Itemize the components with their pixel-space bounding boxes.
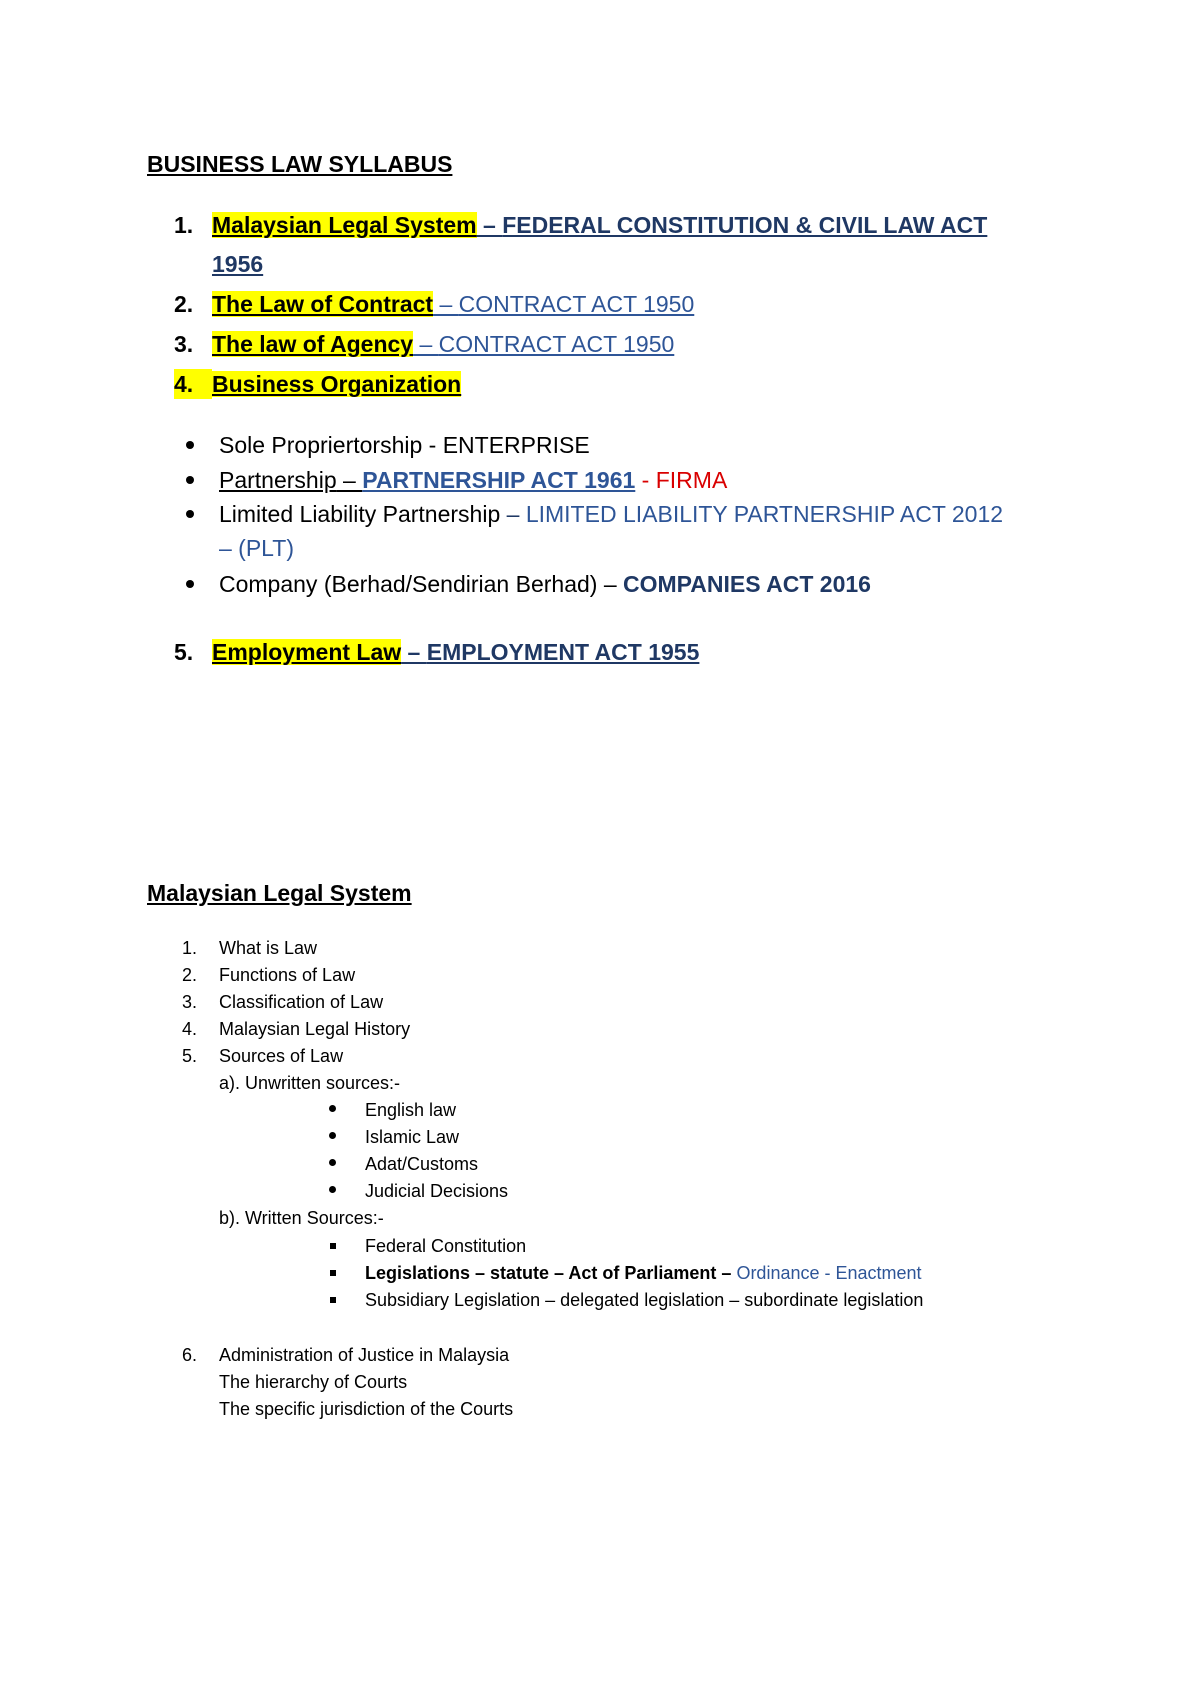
separator: – (401, 639, 427, 665)
bullet-icon (186, 441, 194, 449)
organization-name: Limited Liability Partnership (219, 501, 501, 527)
bullet-icon (329, 1159, 336, 1166)
sub-heading-unwritten: a). Unwritten sources:- (219, 1073, 401, 1093)
organization-act: COMPANIES ACT 2016 (623, 571, 871, 597)
legislation-terms: Legislations – statute – Act of Parliament – (365, 1263, 737, 1283)
syllabus-topic: Business Organization (212, 371, 462, 397)
source-item (365, 1261, 922, 1285)
bullet-icon (329, 1105, 336, 1112)
list-item: Sources of Law (219, 1046, 344, 1066)
organization-item (219, 430, 590, 460)
syllabus-item-3 (212, 329, 674, 359)
list-item: Malaysian Legal History (219, 1019, 411, 1039)
syllabus-item-2 (212, 289, 694, 319)
organization-extra: - FIRMA (635, 467, 728, 493)
syllabus-item-1 (212, 210, 987, 240)
syllabus-act: CONTRACT ACT 1950 (458, 291, 695, 317)
syllabus-number: 3. (174, 331, 194, 357)
square-bullet-icon (330, 1297, 336, 1303)
source-item: Adat/Customs (365, 1154, 479, 1174)
syllabus-act: FEDERAL CONSTITUTION & CIVIL LAW ACT (502, 212, 988, 238)
syllabus-topic: The law of Agency (212, 331, 414, 357)
organization-name: Company (Berhad/Sendirian Berhad) (219, 571, 598, 597)
source-item: Islamic Law (365, 1127, 460, 1147)
source-item: Federal Constitution (365, 1236, 527, 1256)
organization-item (219, 465, 727, 495)
list-number: 1. (182, 938, 198, 958)
syllabus-act: EMPLOYMENT ACT 1955 (426, 639, 700, 665)
legislation-terms-blue: Ordinance - Enactment (736, 1263, 922, 1283)
organization-act: LIMITED LIABILITY PARTNERSHIP ACT 2012 (525, 501, 1004, 527)
bullet-icon (186, 476, 194, 484)
syllabus-topic: The Law of Contract (212, 291, 434, 317)
list-item-line: The hierarchy of Courts (219, 1372, 408, 1392)
syllabus-topic: Employment Law (212, 639, 402, 665)
list-item: What is Law (219, 938, 318, 958)
separator: – (476, 212, 503, 238)
syllabus-item-4 (212, 369, 461, 399)
list-number: 3. (182, 992, 198, 1012)
organization-item (219, 569, 871, 599)
syllabus-act: CONTRACT ACT 1950 (438, 331, 675, 357)
organization-act-continued: – (PLT) (219, 535, 294, 561)
square-bullet-icon (330, 1243, 336, 1249)
sub-heading-written: b). Written Sources:- (219, 1208, 384, 1228)
organization-item (219, 499, 1003, 529)
bullet-icon (186, 580, 194, 588)
separator: - (422, 432, 443, 458)
syllabus-number: 2. (174, 291, 194, 317)
square-bullet-icon (330, 1270, 336, 1276)
separator: – (500, 501, 526, 527)
syllabus-number: 5. (174, 639, 194, 665)
separator: – (413, 331, 439, 357)
organization-name: Sole Propriertorship (219, 432, 423, 458)
source-item: Judicial Decisions (365, 1181, 509, 1201)
list-number: 5. (182, 1046, 198, 1066)
organization-act: PARTNERSHIP ACT 1961 (362, 467, 636, 493)
source-item: English law (365, 1100, 457, 1120)
bullet-icon (329, 1132, 336, 1139)
bullet-icon (186, 510, 194, 518)
document-title: BUSINESS LAW SYLLABUS (147, 151, 453, 177)
section-heading: Malaysian Legal System (147, 880, 412, 906)
separator: – (336, 467, 363, 493)
separator: – (597, 571, 624, 597)
organization-act: ENTERPRISE (442, 432, 590, 458)
syllabus-item-5 (212, 637, 699, 667)
list-item: Administration of Justice in Malaysia (219, 1345, 510, 1365)
list-item: Classification of Law (219, 992, 384, 1012)
syllabus-number: 4. (174, 369, 212, 399)
list-number: 2. (182, 965, 198, 985)
bullet-icon (329, 1186, 336, 1193)
syllabus-number: 1. (174, 212, 194, 238)
list-item-line: The specific jurisdiction of the Courts (219, 1399, 514, 1419)
source-item: Subsidiary Legislation – delegated legislation – subordinate legislation (365, 1290, 924, 1310)
list-number: 6. (182, 1345, 198, 1365)
organization-name: Partnership (219, 467, 337, 493)
syllabus-act-continued: 1956 (212, 251, 264, 277)
list-number: 4. (182, 1019, 198, 1039)
list-item: Functions of Law (219, 965, 356, 985)
syllabus-topic: Malaysian Legal System (212, 212, 477, 238)
separator: – (433, 291, 459, 317)
